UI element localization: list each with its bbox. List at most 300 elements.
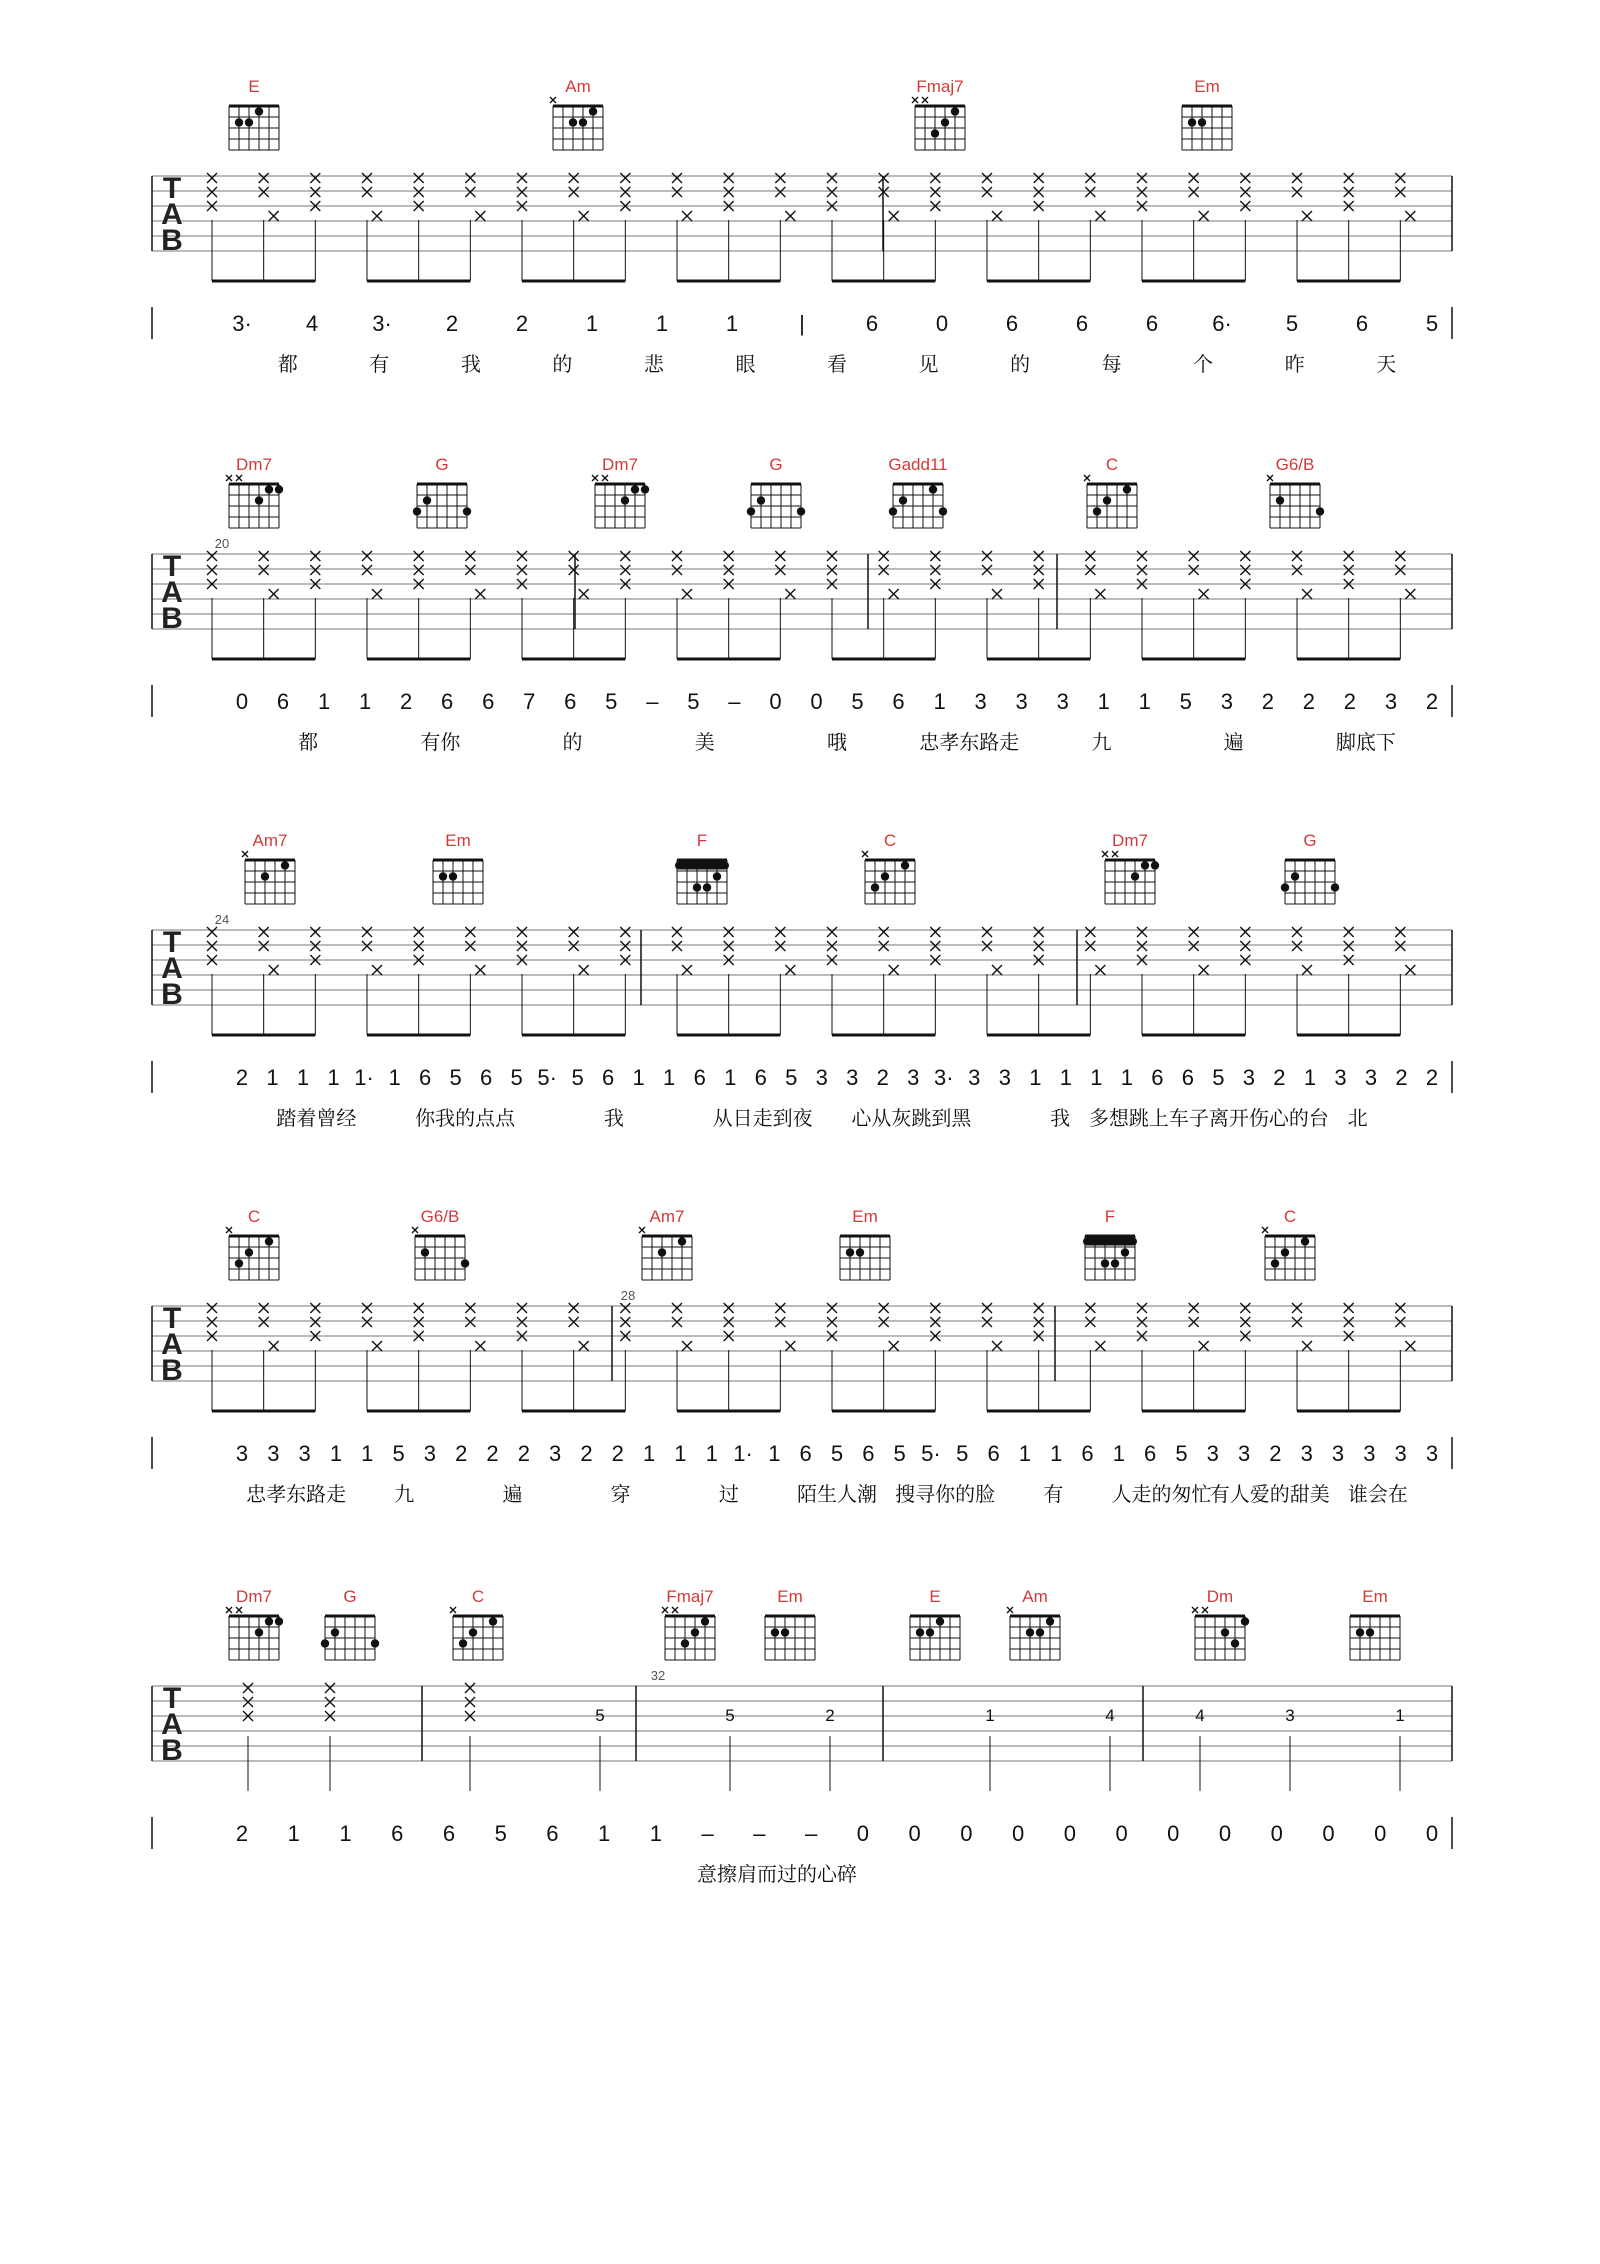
chord-dot [463,507,471,515]
chord-mute-mark [1112,851,1118,857]
notation-note: 2 [580,1441,593,1466]
chord-dot [449,872,457,880]
chord-mute-mark [922,97,928,103]
notation-note: 1 [1029,1065,1042,1090]
strum-x [775,941,785,951]
chord-name: C [883,831,897,850]
chord-dot [781,1628,789,1636]
strum-x [517,1303,527,1313]
notation-note: 3 [998,1065,1011,1090]
strum-x [259,187,269,197]
strum-x [827,565,837,575]
strum-x [682,965,692,975]
notation-note: 3 [235,1441,249,1466]
strum-x [1034,187,1044,197]
chord-dot [899,496,907,504]
strum-x [465,187,475,197]
notation-note: 6 [546,1821,559,1846]
chord-name: Dm7 [236,455,272,474]
chord-dot [1036,1628,1044,1636]
notation-note: 6 [564,689,577,714]
notation-note: 1 [933,689,946,714]
chord-name: G [769,455,783,474]
chord-diagram [862,851,915,904]
strum-x [517,941,527,951]
notation-note: 1 [724,1065,737,1090]
notation-note: 1 [287,1821,300,1846]
chord-dot [939,507,947,515]
chord-barre [675,862,729,870]
tab-system [152,77,1452,376]
chord-mute-mark [226,1607,232,1613]
notation-note: 6 [442,1821,456,1846]
tab-label: A [161,1708,183,1741]
strum-x [310,173,320,183]
lyric-word: 踏着曾经 [276,1106,357,1130]
strum-x [362,927,372,937]
chord-dot [771,1628,779,1636]
chord-dot [631,485,639,493]
notation-note: 3 [1364,1065,1378,1090]
notation-note: 0 [1270,1821,1283,1846]
strum-x [1137,173,1147,183]
chord-diagram [840,1236,890,1280]
strum-x [992,1341,1002,1351]
chord-name: Dm [1206,1587,1234,1606]
notation-note: 0 [1322,1821,1335,1846]
chord-mute-mark [912,97,918,103]
chord-diagram [412,1227,469,1280]
strum-x [1189,173,1199,183]
notation-note: 3 [267,1441,280,1466]
strum-x [1344,1317,1354,1327]
notation-note: 0 [856,1821,869,1846]
notation-note: 2 [400,689,413,714]
notation-note: 1 [1303,1065,1317,1090]
strum-x [1034,565,1044,575]
strum-x [310,551,320,561]
strum-x [879,927,889,937]
chord-name: E [929,1587,941,1606]
chord-diagram [1350,1616,1400,1660]
tab-label: B [161,602,183,635]
chord-dot [255,1628,263,1636]
notation-note: 5 [571,1065,584,1090]
chord-dot [757,496,765,504]
strum-x [1344,941,1354,951]
chord-name: C [247,1207,261,1226]
strum-x [1344,565,1354,575]
chord-name: C [1105,455,1119,474]
strum-x [682,211,692,221]
lyric-word: 我 [460,352,481,376]
notation-note: 1· [354,1065,374,1090]
chord-dot [459,1639,467,1647]
chord-diagram [592,475,649,528]
lyric-word: 多想跳上车子离开伤心的台 [1088,1106,1329,1130]
strum-x [1189,551,1199,561]
lyric-word: 有你 [420,730,461,754]
strum-x [775,173,785,183]
chord-dot [245,118,253,126]
lyric-word: 北 [1347,1106,1368,1130]
strum-x [982,187,992,197]
chord-name: Am [565,77,591,96]
strum-x [569,551,579,561]
strum-x [1189,565,1199,575]
strum-x [1344,1303,1354,1313]
chord-name: Em [1362,1587,1388,1606]
fret-number: 1 [985,1706,995,1725]
notation-note: 1 [358,689,372,714]
chord-dot [691,1628,699,1636]
chord-dot [678,1237,686,1245]
notation-note: 0 [769,689,782,714]
chord-dot [1331,883,1339,891]
strum-x [1085,927,1095,937]
strum-x [269,589,279,599]
notation-note: 2 [876,1065,889,1090]
chord-diagram [550,97,603,150]
notation-note: 1 [655,311,669,336]
strum-x [1292,1303,1302,1313]
strum-x [207,187,217,197]
strum-x [672,1317,682,1327]
chord-mute-mark [412,1227,418,1233]
notation-note: 5 [687,689,700,714]
strum-x [1189,1317,1199,1327]
strum-x [620,187,630,197]
chord-name: G6/B [420,1207,460,1226]
chord-dot [489,1617,497,1625]
strum-x [1292,927,1302,937]
strum-x [1240,927,1250,937]
chord-dot [1271,1259,1279,1267]
strum-x [1344,927,1354,937]
strum-x [672,551,682,561]
tab-label: T [162,1682,182,1715]
strum-x [362,187,372,197]
strum-x [672,173,682,183]
strum-x [579,965,589,975]
strum-x [465,1697,475,1707]
tab-label: A [161,198,183,231]
chord-mute-mark [1084,475,1090,481]
strum-x [269,211,279,221]
notation-note: 6 [1181,1065,1195,1090]
chord-dot [235,1259,243,1267]
chord-name: Gadd11 [888,455,948,474]
strum-x [982,551,992,561]
chord-mute-mark [1202,1607,1208,1613]
fret-number: 5 [725,1706,735,1725]
strum-x [889,1341,899,1351]
chord-dot [461,1259,469,1267]
notation-note: 2 [517,1441,530,1466]
tab-label: A [161,1328,183,1361]
chord-dot [1241,1617,1249,1625]
tab-label: B [161,1734,183,1767]
strum-x [372,965,382,975]
notation-note: 1 [317,689,331,714]
strum-x [1292,173,1302,183]
notation-note: 5 [956,1441,969,1466]
strum-x [992,589,1002,599]
strum-x [569,187,579,197]
strum-x [465,565,475,575]
chord-mute-mark [450,1607,456,1613]
strum-x [1199,1341,1209,1351]
strum-x [1292,1317,1302,1327]
chord-mute-mark [242,851,248,857]
chord-mute-mark [1102,851,1108,857]
chord-name: Am7 [252,831,288,850]
chord-diagram [639,1227,692,1280]
notation-note: 3 [1015,689,1028,714]
notation-note: 1 [329,1441,343,1466]
strum-x [775,187,785,197]
notation-note: 5 [830,1441,844,1466]
strum-x [930,565,940,575]
strum-x [414,1303,424,1313]
chord-dot [1231,1639,1239,1647]
strum-x [1395,565,1405,575]
chord-name: Am [1022,1587,1048,1606]
tab-label: A [161,952,183,985]
chord-dot [261,872,269,880]
notation-note: 1 [1018,1441,1032,1466]
strum-x [310,1317,320,1327]
strum-x [465,1683,475,1693]
strum-x [1405,965,1415,975]
notation-note: 2 [445,311,459,336]
lyric-word: 九 [1091,730,1112,754]
strum-x [1034,551,1044,561]
strum-x [827,187,837,197]
notation-note: 5 [510,1065,523,1090]
notation-note: 5 [392,1441,405,1466]
chord-diagram [1007,1607,1060,1660]
strum-x [259,173,269,183]
strum-x [785,211,795,221]
notation-note: 2 [1343,689,1357,714]
chord-dot [916,1628,924,1636]
lyric-word: 脚底下 [1335,730,1396,754]
chord-diagram [226,1607,283,1660]
strum-x [310,927,320,937]
notation-note: 3 [907,1065,920,1090]
notation-note: 2 [515,311,529,336]
strum-x [1344,551,1354,561]
lyric-word: 的 [562,730,583,754]
strum-x [1395,1303,1405,1313]
chord-diagram [226,1227,279,1280]
chord-dot [881,872,889,880]
notation-note: 6 [1005,311,1019,336]
strum-x [1405,589,1415,599]
strum-x [1189,1303,1199,1313]
notation-note: 2 [1269,1441,1282,1466]
strum-x [672,565,682,575]
strum-x [1189,927,1199,937]
strum-x [465,173,475,183]
notation-note: 1 [632,1065,645,1090]
lyric-word: 忠孝东路走 [246,1482,347,1506]
lyric-word: 遍 [502,1482,523,1506]
strum-x [889,589,899,599]
lyric-word: 每 [1101,352,1122,376]
chord-name: Em [1194,77,1220,96]
measure-number: 20 [214,536,230,551]
lyric-word: 看 [827,352,847,376]
strum-x [259,551,269,561]
notation-note: 3 [846,1065,859,1090]
chord-diagram [433,860,483,904]
strum-x [1344,173,1354,183]
notation-note: – [805,1821,818,1846]
chord-dot [1046,1617,1054,1625]
notation-note: 3 [974,689,987,714]
strum-x [1240,551,1250,561]
chord-name: Em [852,1207,878,1226]
chord-mute-mark [236,1607,242,1613]
notation-note: 2 [1425,1065,1439,1090]
strum-x [414,927,424,937]
fret-number: 3 [1285,1706,1295,1725]
notation-note: 1 [1120,1065,1133,1090]
chord-dot [658,1248,666,1256]
strum-x [1302,589,1312,599]
notation-note: 0 [1425,1821,1439,1846]
lyric-word: 忠孝东路走 [919,730,1020,754]
tab-system [152,831,1452,1130]
tab-label: T [162,926,182,959]
strum-x [1137,927,1147,937]
strum-x [259,1317,269,1327]
chord-mute-mark [672,1607,678,1613]
notation-note: 5 [1425,311,1439,336]
strum-x [207,941,217,951]
strum-x [325,1683,335,1693]
notation-note: 1 [649,1821,663,1846]
notation-note: 1 [1050,1441,1063,1466]
strum-x [1095,211,1105,221]
strum-x [243,1697,253,1707]
chord-dot [1141,861,1149,869]
chord-diagram [413,484,471,528]
strum-x [579,211,589,221]
strum-x [1292,565,1302,575]
strum-x [1199,965,1209,975]
strum-x [475,965,485,975]
lyric-word: 我 [1050,1106,1071,1130]
chord-name: Fmaj7 [916,77,964,96]
tab-label: T [162,1302,182,1335]
strum-x [724,173,734,183]
notation-note: 0 [935,311,949,336]
strum-x [1095,965,1105,975]
strum-x [269,1341,279,1351]
chord-dot [331,1628,339,1636]
chord-dot [929,485,937,493]
notation-note: 0 [1011,1821,1025,1846]
strum-x [889,211,899,221]
chord-mute-mark [1267,475,1273,481]
chord-diagram [1192,1607,1249,1660]
chord-name: Em [777,1587,803,1606]
notation-note: 3 [1237,1441,1251,1466]
chord-name: F [1104,1207,1116,1226]
chord-dot [641,485,649,493]
chord-name: G [1303,831,1317,850]
strum-x [724,941,734,951]
tab-system [152,455,1452,754]
strum-x [475,589,485,599]
notation-note: 6 [479,1065,493,1090]
strum-x [372,1341,382,1351]
chord-dot [439,872,447,880]
notation-note: 3 [968,1065,981,1090]
strum-x [465,941,475,951]
strum-x [414,551,424,561]
chord-name: G [343,1587,357,1606]
strum-x [1302,965,1312,975]
notation-note: 3 [1384,689,1398,714]
strum-x [1405,211,1415,221]
notation-note: 1 [642,1441,656,1466]
fret-number: 4 [1195,1706,1205,1725]
chord-dot [936,1617,944,1625]
strum-x [620,1317,630,1327]
notation-note: 3 [549,1441,562,1466]
lyric-word: 的 [552,352,573,376]
notation-note: 2 [1261,689,1274,714]
strum-x [724,551,734,561]
strum-x [724,565,734,575]
strum-x [982,1303,992,1313]
chord-dot [255,496,263,504]
notation-note: 5 [1285,311,1299,336]
strum-x [1395,927,1405,937]
strum-x [1034,1317,1044,1327]
strum-x [569,173,579,183]
lyric-word: 天 [1376,352,1397,376]
strum-x [879,1303,889,1313]
measure-number: 32 [650,1668,666,1683]
measure-number: 24 [214,912,230,927]
notation-note: 3· [372,311,392,336]
chord-dot [1121,1248,1129,1256]
lyric-word: 遍 [1223,730,1244,754]
tab-label: T [162,550,182,583]
notation-note: 1 [598,1821,611,1846]
strum-x [414,565,424,575]
strum-x [1034,173,1044,183]
chord-name: Fmaj7 [666,1587,714,1606]
chord-diagram [912,97,965,150]
strum-x [259,941,269,951]
strum-x [930,1303,940,1313]
strum-x [1085,1317,1095,1327]
notation-note: – [728,689,741,714]
strum-x [620,927,630,937]
strum-x [879,551,889,561]
notation-note: 0 [1374,1821,1387,1846]
chord-diagram [1267,475,1324,528]
strum-x [1137,941,1147,951]
chord-name: Dm7 [602,455,638,474]
lyric-word: 有 [1043,1482,1064,1506]
